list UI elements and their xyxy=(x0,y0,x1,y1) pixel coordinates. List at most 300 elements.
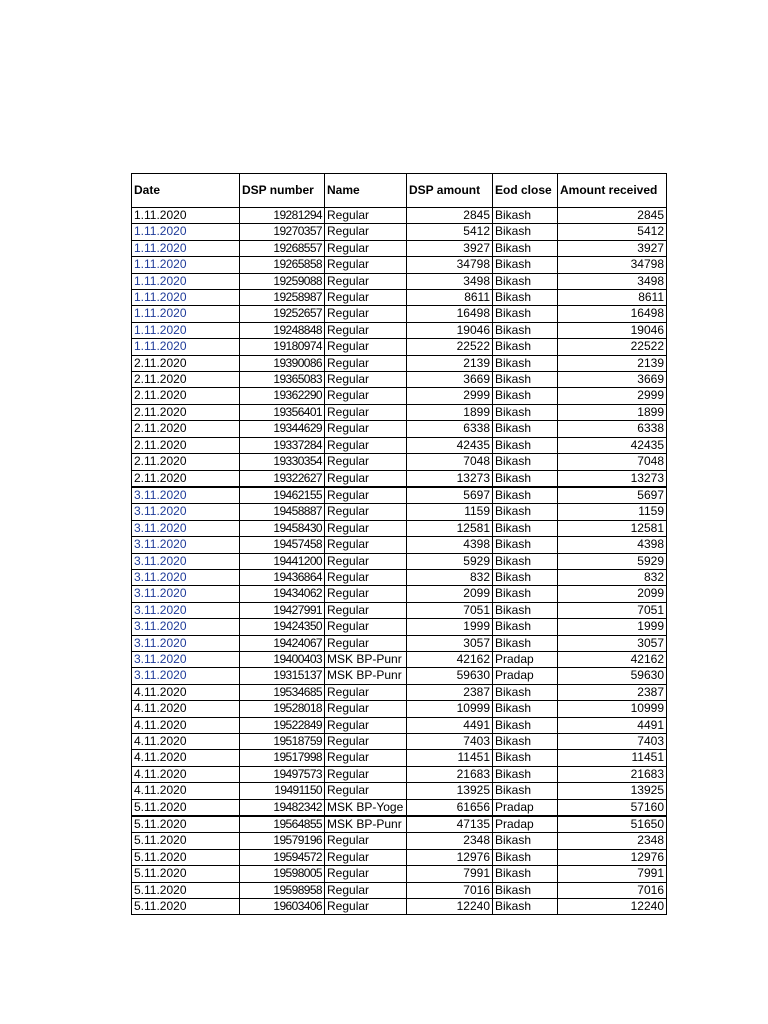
amount-received-cell: 59630 xyxy=(558,668,667,684)
amount-received-cell: 34798 xyxy=(558,257,667,273)
name-cell: MSK BP-Punr xyxy=(325,816,407,833)
name-cell: Regular xyxy=(325,454,407,470)
name-cell: Regular xyxy=(325,684,407,700)
dsp-amount-cell: 16498 xyxy=(407,306,493,322)
dsp-amount-cell: 42162 xyxy=(407,651,493,667)
amount-received-cell: 7051 xyxy=(558,602,667,618)
dsp-amount-cell: 59630 xyxy=(407,668,493,684)
dsp-number-cell: 19252657 xyxy=(240,306,325,322)
eod-close-cell: Bikash xyxy=(493,684,558,700)
table-row xyxy=(132,553,667,569)
header-dsp-amount: DSP amount xyxy=(407,174,493,208)
eod-close-cell: Bikash xyxy=(493,470,558,487)
table-row xyxy=(132,602,667,618)
date-cell: 3.11.2020 xyxy=(132,651,240,667)
dsp-number-cell: 19322627 xyxy=(240,470,325,487)
date-cell: 2.11.2020 xyxy=(132,372,240,388)
name-cell: Regular xyxy=(325,619,407,635)
dsp-number-cell: 19265858 xyxy=(240,257,325,273)
dsp-number-cell: 19462155 xyxy=(240,487,325,504)
amount-received-cell: 7048 xyxy=(558,454,667,470)
eod-close-cell: Bikash xyxy=(493,766,558,782)
dsp-amount-cell: 3669 xyxy=(407,372,493,388)
dsp-number-cell: 19441200 xyxy=(240,553,325,569)
dsp-number-cell: 19356401 xyxy=(240,404,325,420)
dsp-amount-cell: 2099 xyxy=(407,586,493,602)
dsp-number-cell: 19522849 xyxy=(240,717,325,733)
dsp-amount-cell: 6338 xyxy=(407,421,493,437)
amount-received-cell: 2099 xyxy=(558,586,667,602)
eod-close-cell: Bikash xyxy=(493,602,558,618)
table-row xyxy=(132,273,667,289)
date-cell: 3.11.2020 xyxy=(132,504,240,520)
amount-received-cell: 2999 xyxy=(558,388,667,404)
date-cell: 3.11.2020 xyxy=(132,602,240,618)
table-row xyxy=(132,717,667,733)
dsp-amount-cell: 13273 xyxy=(407,470,493,487)
eod-close-cell: Bikash xyxy=(493,355,558,371)
name-cell: Regular xyxy=(325,322,407,338)
table-row xyxy=(132,569,667,585)
dsp-number-cell: 19517998 xyxy=(240,750,325,766)
dsp-amount-cell: 2348 xyxy=(407,833,493,849)
date-cell: 2.11.2020 xyxy=(132,355,240,371)
dsp-amount-cell: 832 xyxy=(407,569,493,585)
eod-close-cell: Bikash xyxy=(493,454,558,470)
dsp-number-cell: 19258987 xyxy=(240,290,325,306)
name-cell: MSK BP-Punr xyxy=(325,651,407,667)
dsp-number-cell: 19362290 xyxy=(240,388,325,404)
amount-received-cell: 3057 xyxy=(558,635,667,651)
dsp-amount-cell: 2139 xyxy=(407,355,493,371)
name-cell: Regular xyxy=(325,290,407,306)
amount-received-cell: 4491 xyxy=(558,717,667,733)
table-row xyxy=(132,208,667,224)
name-cell: Regular xyxy=(325,240,407,256)
eod-close-cell: Bikash xyxy=(493,717,558,733)
eod-close-cell: Bikash xyxy=(493,701,558,717)
dsp-amount-cell: 10999 xyxy=(407,701,493,717)
table-row xyxy=(132,668,667,684)
name-cell: MSK BP-Punr xyxy=(325,668,407,684)
date-cell: 5.11.2020 xyxy=(132,816,240,833)
amount-received-cell: 57160 xyxy=(558,799,667,816)
table-row xyxy=(132,684,667,700)
date-cell: 1.11.2020 xyxy=(132,224,240,240)
eod-close-cell: Bikash xyxy=(493,257,558,273)
date-cell: 4.11.2020 xyxy=(132,750,240,766)
dsp-number-cell: 19497573 xyxy=(240,766,325,782)
dsp-number-cell: 19180974 xyxy=(240,339,325,355)
header-date: Date xyxy=(132,174,240,208)
name-cell: Regular xyxy=(325,306,407,322)
date-cell: 3.11.2020 xyxy=(132,520,240,536)
amount-received-cell: 3498 xyxy=(558,273,667,289)
table-row xyxy=(132,504,667,520)
date-cell: 5.11.2020 xyxy=(132,799,240,816)
amount-received-cell: 3669 xyxy=(558,372,667,388)
name-cell: Regular xyxy=(325,388,407,404)
table-row xyxy=(132,339,667,355)
date-cell: 1.11.2020 xyxy=(132,257,240,273)
date-cell: 1.11.2020 xyxy=(132,273,240,289)
dsp-amount-cell: 5697 xyxy=(407,487,493,504)
name-cell: Regular xyxy=(325,339,407,355)
dsp-number-cell: 19259088 xyxy=(240,273,325,289)
eod-close-cell: Bikash xyxy=(493,421,558,437)
table-row xyxy=(132,635,667,651)
amount-received-cell: 7016 xyxy=(558,882,667,898)
name-cell: Regular xyxy=(325,257,407,273)
date-cell: 2.11.2020 xyxy=(132,470,240,487)
dsp-amount-cell: 2845 xyxy=(407,208,493,224)
date-cell: 3.11.2020 xyxy=(132,537,240,553)
eod-close-cell: Pradap xyxy=(493,668,558,684)
eod-close-cell: Bikash xyxy=(493,273,558,289)
name-cell: Regular xyxy=(325,487,407,504)
dsp-number-cell: 19579196 xyxy=(240,833,325,849)
dsp-number-cell: 19598958 xyxy=(240,882,325,898)
amount-received-cell: 5929 xyxy=(558,553,667,569)
eod-close-cell: Bikash xyxy=(493,569,558,585)
dsp-number-cell: 19564855 xyxy=(240,816,325,833)
eod-close-cell: Bikash xyxy=(493,899,558,915)
eod-close-cell: Bikash xyxy=(493,504,558,520)
table-row xyxy=(132,833,667,849)
dsp-amount-cell: 1899 xyxy=(407,404,493,420)
name-cell: Regular xyxy=(325,602,407,618)
eod-close-cell: Bikash xyxy=(493,734,558,750)
dsp-amount-cell: 21683 xyxy=(407,766,493,782)
name-cell: Regular xyxy=(325,504,407,520)
amount-received-cell: 3927 xyxy=(558,240,667,256)
amount-received-cell: 16498 xyxy=(558,306,667,322)
dsp-amount-cell: 61656 xyxy=(407,799,493,816)
dsp-number-cell: 19458430 xyxy=(240,520,325,536)
eod-close-cell: Bikash xyxy=(493,240,558,256)
dsp-number-cell: 19436864 xyxy=(240,569,325,585)
amount-received-cell: 1159 xyxy=(558,504,667,520)
eod-close-cell: Bikash xyxy=(493,866,558,882)
eod-close-cell: Bikash xyxy=(493,520,558,536)
dsp-number-cell: 19424350 xyxy=(240,619,325,635)
eod-close-cell: Bikash xyxy=(493,290,558,306)
table-row xyxy=(132,899,667,915)
dsp-amount-cell: 5412 xyxy=(407,224,493,240)
eod-close-cell: Bikash xyxy=(493,404,558,420)
table-row xyxy=(132,372,667,388)
amount-received-cell: 2139 xyxy=(558,355,667,371)
dsp-amount-cell: 2999 xyxy=(407,388,493,404)
amount-received-cell: 13925 xyxy=(558,783,667,799)
table-row xyxy=(132,404,667,420)
dsp-amount-cell: 12581 xyxy=(407,520,493,536)
eod-close-cell: Bikash xyxy=(493,372,558,388)
table-row xyxy=(132,454,667,470)
amount-received-cell: 2348 xyxy=(558,833,667,849)
eod-close-cell: Bikash xyxy=(493,322,558,338)
date-cell: 1.11.2020 xyxy=(132,322,240,338)
name-cell: Regular xyxy=(325,421,407,437)
name-cell: Regular xyxy=(325,537,407,553)
dsp-amount-cell: 7048 xyxy=(407,454,493,470)
amount-received-cell: 7403 xyxy=(558,734,667,750)
table-row xyxy=(132,355,667,371)
name-cell: Regular xyxy=(325,404,407,420)
amount-received-cell: 1899 xyxy=(558,404,667,420)
table-row xyxy=(132,734,667,750)
name-cell: Regular xyxy=(325,866,407,882)
date-cell: 3.11.2020 xyxy=(132,619,240,635)
name-cell: Regular xyxy=(325,849,407,865)
dsp-amount-cell: 2387 xyxy=(407,684,493,700)
amount-received-cell: 12976 xyxy=(558,849,667,865)
header-amount-received: Amount received xyxy=(558,174,667,208)
dsp-amount-cell: 1159 xyxy=(407,504,493,520)
amount-received-cell: 51650 xyxy=(558,816,667,833)
dsp-amount-cell: 5929 xyxy=(407,553,493,569)
table-row xyxy=(132,487,667,504)
name-cell: Regular xyxy=(325,437,407,453)
dsp-amount-cell: 12976 xyxy=(407,849,493,865)
date-cell: 4.11.2020 xyxy=(132,783,240,799)
amount-received-cell: 8611 xyxy=(558,290,667,306)
dsp-amount-cell: 42435 xyxy=(407,437,493,453)
amount-received-cell: 832 xyxy=(558,569,667,585)
table-row xyxy=(132,290,667,306)
dsp-number-cell: 19457458 xyxy=(240,537,325,553)
dsp-number-cell: 19315137 xyxy=(240,668,325,684)
table-row xyxy=(132,799,667,816)
dsp-number-cell: 19427991 xyxy=(240,602,325,618)
dsp-number-cell: 19434062 xyxy=(240,586,325,602)
date-cell: 1.11.2020 xyxy=(132,306,240,322)
dsp-spreadsheet-table xyxy=(131,173,667,915)
table-row xyxy=(132,421,667,437)
amount-received-cell: 2845 xyxy=(558,208,667,224)
name-cell: Regular xyxy=(325,882,407,898)
date-cell: 2.11.2020 xyxy=(132,388,240,404)
date-cell: 3.11.2020 xyxy=(132,586,240,602)
table-row xyxy=(132,537,667,553)
eod-close-cell: Bikash xyxy=(493,619,558,635)
amount-received-cell: 42162 xyxy=(558,651,667,667)
eod-close-cell: Pradap xyxy=(493,799,558,816)
date-cell: 5.11.2020 xyxy=(132,882,240,898)
date-cell: 4.11.2020 xyxy=(132,684,240,700)
date-cell: 2.11.2020 xyxy=(132,421,240,437)
dsp-amount-cell: 12240 xyxy=(407,899,493,915)
name-cell: Regular xyxy=(325,586,407,602)
date-cell: 3.11.2020 xyxy=(132,553,240,569)
eod-close-cell: Bikash xyxy=(493,635,558,651)
eod-close-cell: Bikash xyxy=(493,882,558,898)
table-row xyxy=(132,866,667,882)
date-cell: 1.11.2020 xyxy=(132,240,240,256)
amount-received-cell: 21683 xyxy=(558,766,667,782)
table-row xyxy=(132,322,667,338)
name-cell: Regular xyxy=(325,569,407,585)
dsp-number-cell: 19330354 xyxy=(240,454,325,470)
eod-close-cell: Bikash xyxy=(493,586,558,602)
eod-close-cell: Bikash xyxy=(493,553,558,569)
amount-received-cell: 42435 xyxy=(558,437,667,453)
date-cell: 5.11.2020 xyxy=(132,833,240,849)
date-cell: 3.11.2020 xyxy=(132,635,240,651)
eod-close-cell: Bikash xyxy=(493,537,558,553)
name-cell: Regular xyxy=(325,717,407,733)
dsp-amount-cell: 47135 xyxy=(407,816,493,833)
dsp-amount-cell: 3927 xyxy=(407,240,493,256)
dsp-number-cell: 19400403 xyxy=(240,651,325,667)
eod-close-cell: Bikash xyxy=(493,487,558,504)
amount-received-cell: 4398 xyxy=(558,537,667,553)
amount-received-cell: 22522 xyxy=(558,339,667,355)
date-cell: 4.11.2020 xyxy=(132,766,240,782)
amount-received-cell: 12581 xyxy=(558,520,667,536)
dsp-number-cell: 19270357 xyxy=(240,224,325,240)
amount-received-cell: 12240 xyxy=(558,899,667,915)
dsp-amount-cell: 7991 xyxy=(407,866,493,882)
dsp-number-cell: 19248848 xyxy=(240,322,325,338)
eod-close-cell: Bikash xyxy=(493,388,558,404)
date-cell: 1.11.2020 xyxy=(132,208,240,224)
table-row xyxy=(132,224,667,240)
table-row xyxy=(132,520,667,536)
table-row xyxy=(132,619,667,635)
amount-received-cell: 10999 xyxy=(558,701,667,717)
dsp-number-cell: 19390086 xyxy=(240,355,325,371)
name-cell: Regular xyxy=(325,766,407,782)
name-cell: Regular xyxy=(325,470,407,487)
table-row xyxy=(132,816,667,833)
header-dsp-number: DSP number xyxy=(240,174,325,208)
dsp-amount-cell: 7016 xyxy=(407,882,493,898)
date-cell: 4.11.2020 xyxy=(132,701,240,717)
name-cell: Regular xyxy=(325,224,407,240)
eod-close-cell: Bikash xyxy=(493,306,558,322)
date-cell: 5.11.2020 xyxy=(132,849,240,865)
amount-received-cell: 11451 xyxy=(558,750,667,766)
name-cell: Regular xyxy=(325,899,407,915)
dsp-amount-cell: 8611 xyxy=(407,290,493,306)
dsp-amount-cell: 3498 xyxy=(407,273,493,289)
date-cell: 3.11.2020 xyxy=(132,487,240,504)
table-row xyxy=(132,586,667,602)
table-row xyxy=(132,701,667,717)
table-row xyxy=(132,388,667,404)
eod-close-cell: Bikash xyxy=(493,208,558,224)
table-row xyxy=(132,437,667,453)
eod-close-cell: Bikash xyxy=(493,224,558,240)
eod-close-cell: Bikash xyxy=(493,849,558,865)
name-cell: Regular xyxy=(325,520,407,536)
amount-received-cell: 1999 xyxy=(558,619,667,635)
table-row xyxy=(132,257,667,273)
dsp-amount-cell: 13925 xyxy=(407,783,493,799)
date-cell: 4.11.2020 xyxy=(132,717,240,733)
table-row xyxy=(132,240,667,256)
dsp-number-cell: 19337284 xyxy=(240,437,325,453)
dsp-number-cell: 19603406 xyxy=(240,899,325,915)
dsp-amount-cell: 3057 xyxy=(407,635,493,651)
dsp-number-cell: 19534685 xyxy=(240,684,325,700)
dsp-number-cell: 19268557 xyxy=(240,240,325,256)
header-name: Name xyxy=(325,174,407,208)
header-row xyxy=(132,174,667,208)
table-row xyxy=(132,470,667,487)
table-row xyxy=(132,306,667,322)
amount-received-cell: 5697 xyxy=(558,487,667,504)
dsp-number-cell: 19344629 xyxy=(240,421,325,437)
dsp-number-cell: 19458887 xyxy=(240,504,325,520)
dsp-amount-cell: 19046 xyxy=(407,322,493,338)
date-cell: 5.11.2020 xyxy=(132,866,240,882)
date-cell: 2.11.2020 xyxy=(132,404,240,420)
dsp-number-cell: 19518759 xyxy=(240,734,325,750)
date-cell: 1.11.2020 xyxy=(132,339,240,355)
eod-close-cell: Bikash xyxy=(493,437,558,453)
dsp-number-cell: 19365083 xyxy=(240,372,325,388)
eod-close-cell: Pradap xyxy=(493,651,558,667)
eod-close-cell: Bikash xyxy=(493,833,558,849)
table-row xyxy=(132,750,667,766)
table-row xyxy=(132,882,667,898)
header-eod-close: Eod close xyxy=(493,174,558,208)
table-row xyxy=(132,766,667,782)
name-cell: Regular xyxy=(325,355,407,371)
dsp-number-cell: 19281294 xyxy=(240,208,325,224)
dsp-number-cell: 19482342 xyxy=(240,799,325,816)
eod-close-cell: Bikash xyxy=(493,750,558,766)
dsp-number-cell: 19594572 xyxy=(240,849,325,865)
dsp-number-cell: 19598005 xyxy=(240,866,325,882)
eod-close-cell: Pradap xyxy=(493,816,558,833)
dsp-amount-cell: 22522 xyxy=(407,339,493,355)
date-cell: 3.11.2020 xyxy=(132,668,240,684)
name-cell: Regular xyxy=(325,208,407,224)
date-cell: 3.11.2020 xyxy=(132,569,240,585)
eod-close-cell: Bikash xyxy=(493,783,558,799)
amount-received-cell: 6338 xyxy=(558,421,667,437)
name-cell: Regular xyxy=(325,553,407,569)
dsp-amount-cell: 34798 xyxy=(407,257,493,273)
name-cell: Regular xyxy=(325,750,407,766)
table-row xyxy=(132,651,667,667)
amount-received-cell: 13273 xyxy=(558,470,667,487)
amount-received-cell: 2387 xyxy=(558,684,667,700)
dsp-amount-cell: 1999 xyxy=(407,619,493,635)
dsp-number-cell: 19491150 xyxy=(240,783,325,799)
eod-close-cell: Bikash xyxy=(493,339,558,355)
name-cell: Regular xyxy=(325,372,407,388)
name-cell: Regular xyxy=(325,701,407,717)
amount-received-cell: 5412 xyxy=(558,224,667,240)
date-cell: 5.11.2020 xyxy=(132,899,240,915)
amount-received-cell: 19046 xyxy=(558,322,667,338)
dsp-number-cell: 19424067 xyxy=(240,635,325,651)
date-cell: 4.11.2020 xyxy=(132,734,240,750)
amount-received-cell: 7991 xyxy=(558,866,667,882)
name-cell: Regular xyxy=(325,833,407,849)
name-cell: Regular xyxy=(325,783,407,799)
name-cell: Regular xyxy=(325,273,407,289)
table-row xyxy=(132,783,667,799)
name-cell: Regular xyxy=(325,734,407,750)
dsp-amount-cell: 4398 xyxy=(407,537,493,553)
date-cell: 2.11.2020 xyxy=(132,454,240,470)
table-row xyxy=(132,849,667,865)
